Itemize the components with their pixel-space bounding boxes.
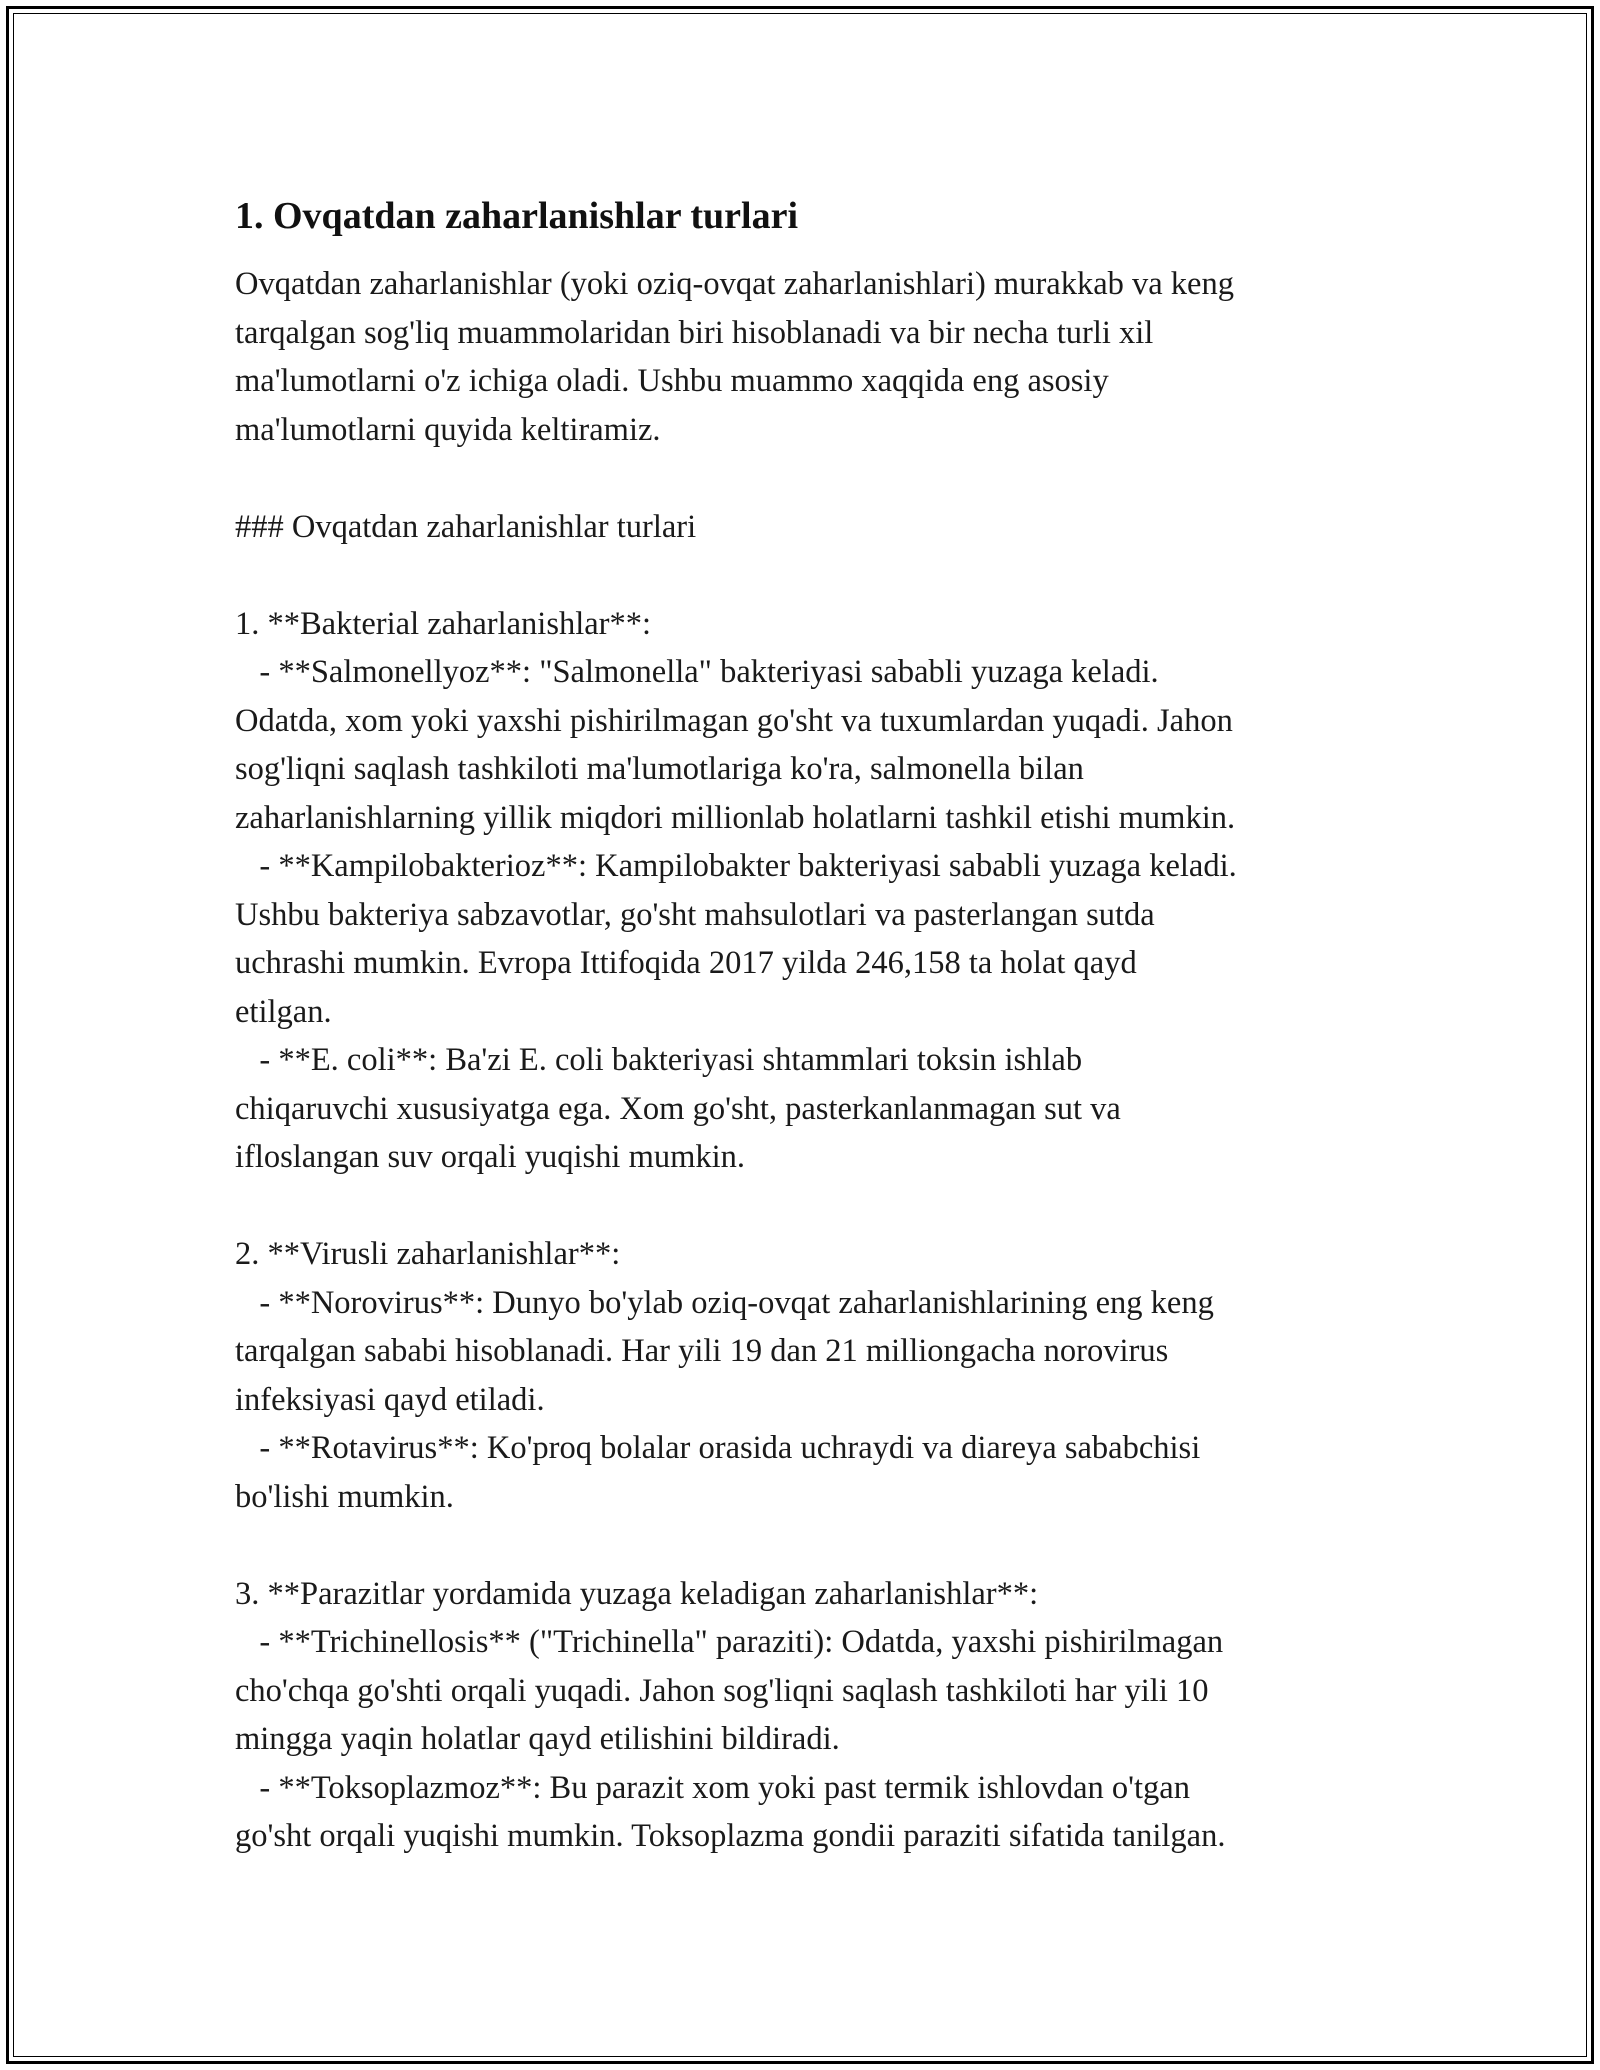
document-body: Ovqatdan zaharlanishlar (yoki oziq-ovqat zaharlanishlari) murakkab va keng tarqalgan sog'liq muammolaridan biri hisoblanadi va bir necha turli xil ma'lumotlarni o'z ichiga oladi. Ushbu muammo xaqqida eng asosiy ma'lumotlarni quyida keltiramiz. ### Ovqatdan zaharlanishlar turlari 1. **Bakterial zaharlanishlar**: - **Salmonellyoz**: "Salmonella" bakteriyasi sababli yuzaga keladi. Odatda, xom yoki yaxshi pishirilmagan go'sht va tuxumlardan yuqadi. Jahon sog'liqni saqlash tashkiloti ma'lumotlariga ko'ra, salmonella bilan zaharlanishlarning yillik miqdori millionlab holatlarni tashkil etishi mumkin. - **Kampilobakterioz**: Kampilobakter bakteriyasi sababli yuzaga keladi. Ushbu bakteriya sabzavotlar, go'sht mahsulotlari va pasterlangan sutda uchrashi mumkin. Evropa Ittifoqida 2017 yilda 246,158 ta holat qayd etilgan. - **E. coli**: Ba'zi E. coli bakteriyasi shtammlari toksin ishlab chiqaruvchi xususiyatga ega. Xom go'sht, pasterkanlanmagan sut va ifloslangan suv orqali yuqishi mumkin. 2. **Virusli zaharlanishlar**: - **Norovirus**: Dunyo bo'ylab oziq-ovqat zaharlanishlarining eng keng tarqalgan sababi hisoblanadi. Har yili 19 dan 21 milliongacha norovirus infeksiyasi qayd etiladi. - **Rotavirus**: Ko'proq bolalar orasida uchraydi va diareya sababchisi bo'lishi mumkin. 3. **Parazitlar yordamida yuzaga keladigan zaharlanishlar**: - **Trichinellosis** ("Trichinella" paraziti): Odatda, yaxshi pishirilmagan cho'chqa go'shti orqali yuqadi. Jahon sog'liqni saqlash tashkiloti har yili 10 mingga yaqin holatlar qayd etilishini bildiradi. - **Toksoplazmoz**: Bu parazit xom yoki past termik ishlovdan o'tgan go'sht orqali yuqishi mumkin. Toksoplazma gondii paraziti sifatida tanilgan. [235,266,1237,1854]
document-title: 1. Ovqatdan zaharlanishlar turlari [235,195,799,237]
document-content [235,188,1385,1861]
